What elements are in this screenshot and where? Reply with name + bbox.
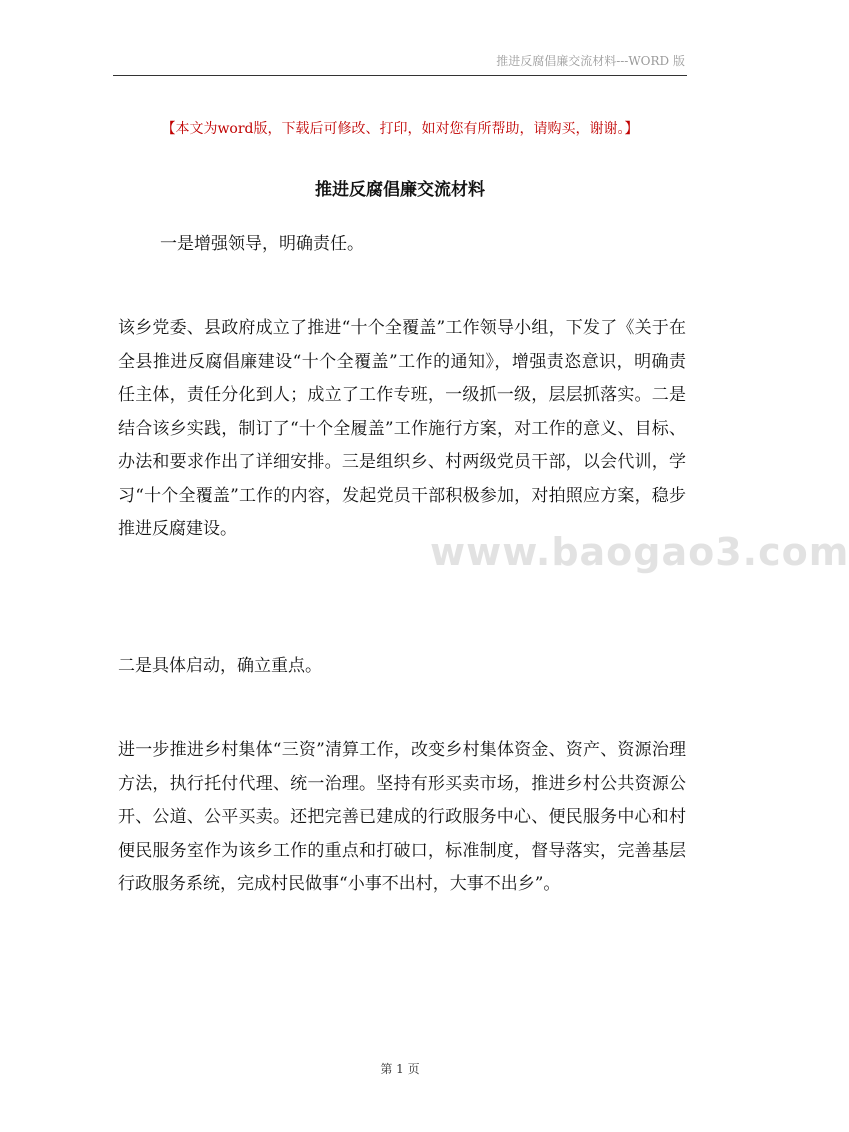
header-divider xyxy=(113,75,687,76)
paragraph-2: 该乡党委、县政府成立了推进“十个全覆盖”工作领导小组，下发了《关于在全县推进反腐倡廉建设“十个全覆盖”工作的通知》，增强责恣意识，明确责任主体，责任分化到人；成立了工作专班，一级抓一级，层层抓落实。二是结合该乡实践，制订了“十个全履盖”工作施行方案，对工作的意义、目标、办法和要求作出了详细安排。三是组织乡、村两级党员干部，以会代训，学习“十个全覆盖”工作的内容，发起党员干部积极参加，对拍照应方案，稳步推进反腐建设。 xyxy=(118,318,686,539)
paragraph-3: 二是具体启动，确立重点。 xyxy=(118,656,322,676)
site-watermark: www.baogao3.com xyxy=(430,530,849,574)
paragraph-1: 一是增强领导，明确责任。 xyxy=(160,234,364,254)
page-header-text: 推进反腐倡廉交流材料---WORD 版 xyxy=(496,54,685,68)
page-number: 第 1 页 xyxy=(380,1062,420,1076)
document-title: 推进反腐倡廉交流材料 xyxy=(315,180,485,200)
paragraph-4: 进一步推进乡村集体“三资”清算工作，改变乡村集体资金、资产、资源治理方法，执行托付代理、统一治理。坚持有形买卖市场，推进乡村公共资源公开、公道、公平买卖。还把完善已建成的行政服务中心、便民服务中心和村便民服务室作为该乡工作的重点和打破口，标准制度，督导落实，完善基层行政服务系统，完成村民做事“小事不出村，大事不出乡”。 xyxy=(118,740,686,894)
purchase-notice: 【本文为word版，下载后可修改、打印，如对您有所帮助，请购买，谢谢。】 xyxy=(161,121,639,137)
